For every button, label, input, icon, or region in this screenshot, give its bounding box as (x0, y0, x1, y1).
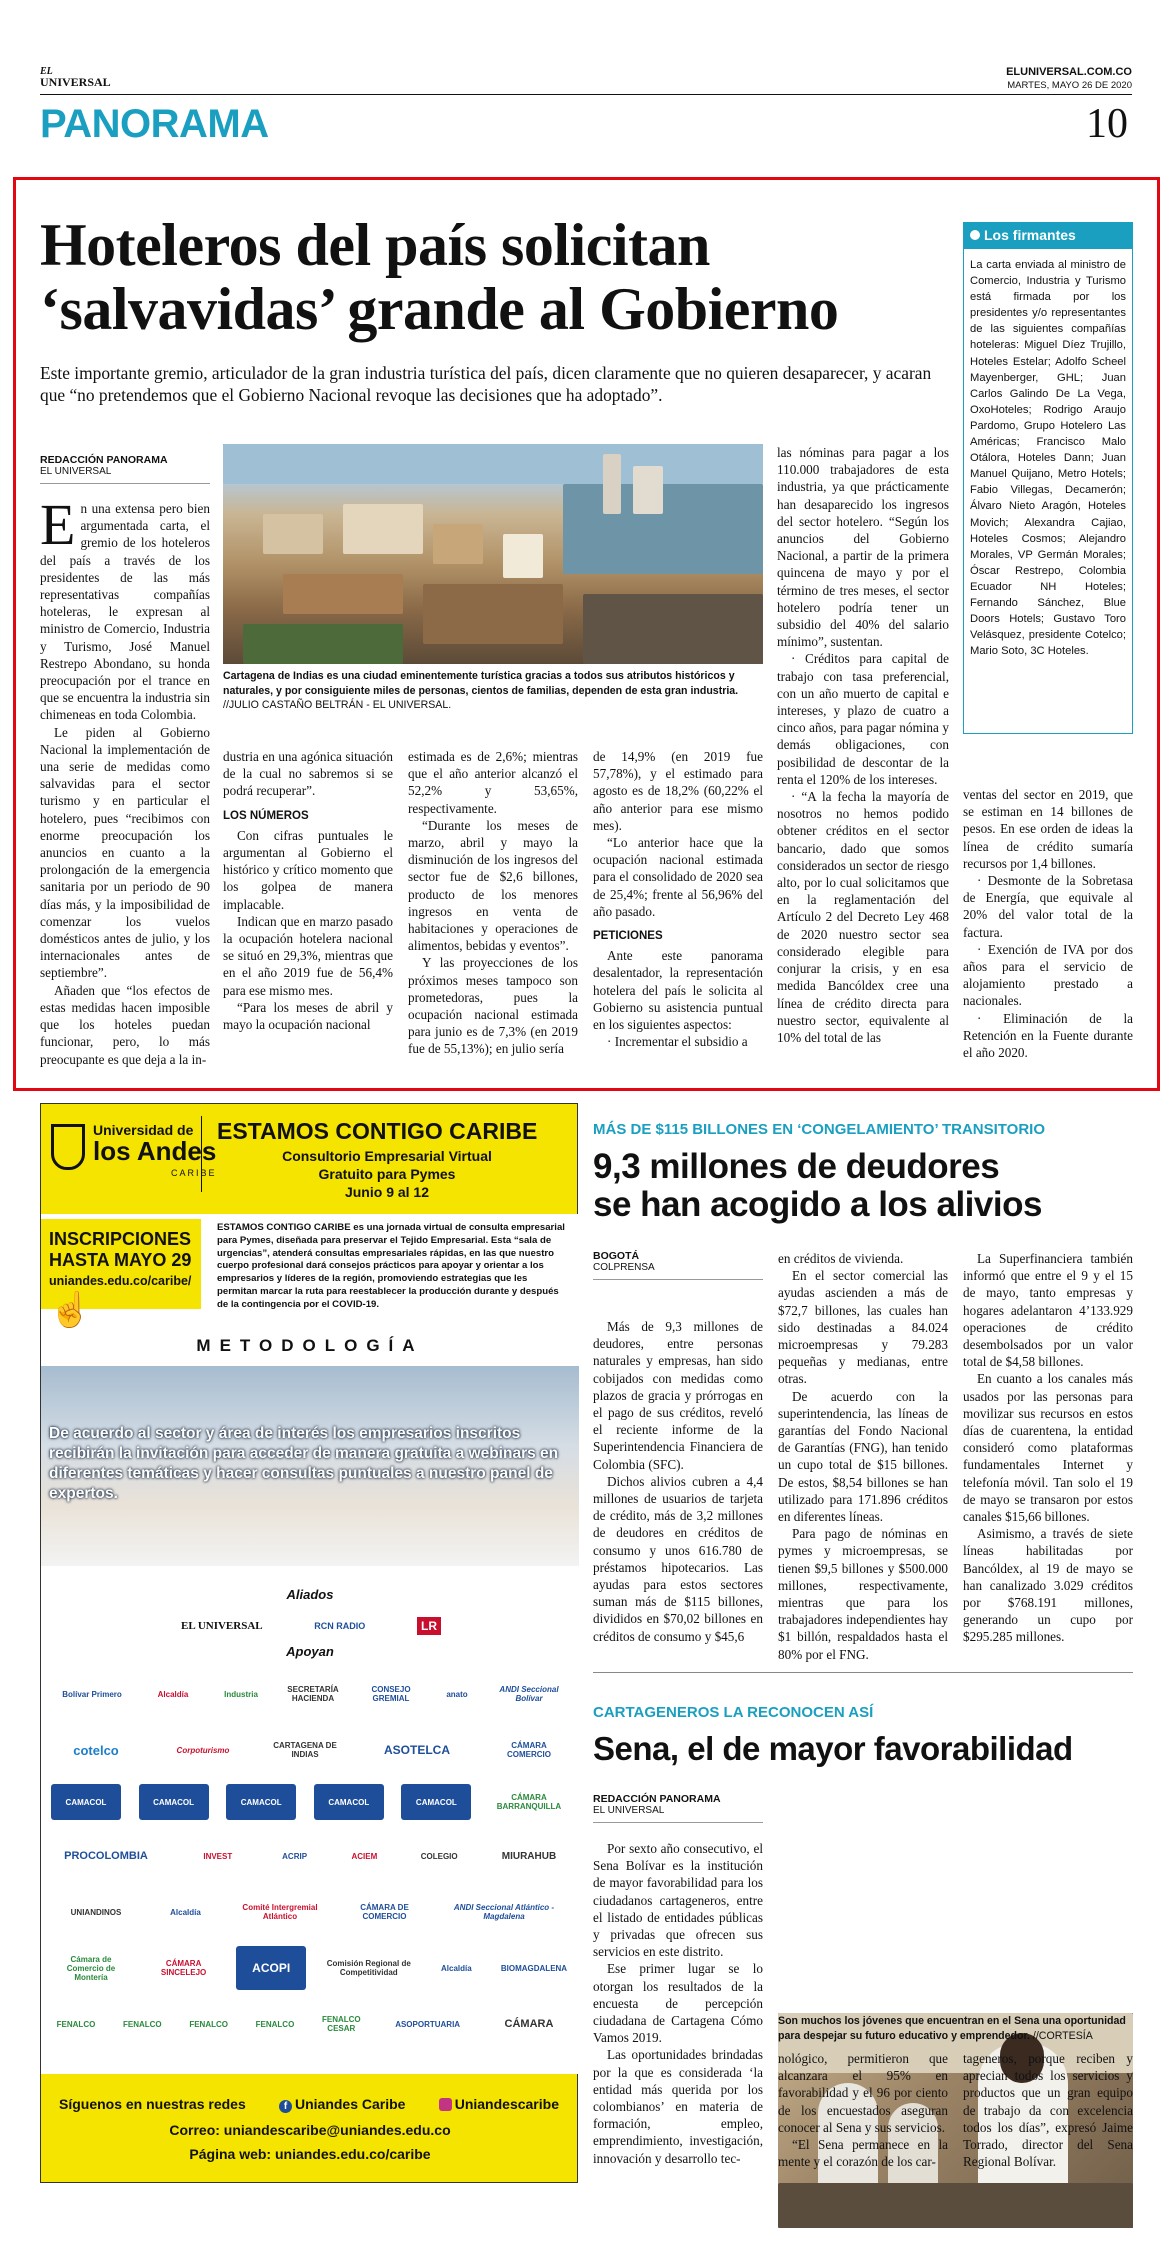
lead-column-5: las nóminas para pagar a los 110.000 trabajadores de esta industria, ya que prácticamente han desaparecido los ingresos del sector hotelero. “Según los anuncios del Gobierno Nacional, a partir de la primera quincena de mayo y por el término de tres meses, el sector hotelero podría tener un subsidio del 40% del salario mínimo”, sustentan. · Créditos para capital de trabajo con tasa preferencial, con un año muerto de capital e intereses, y plazo de cuatro a cinco años, para pagar nómina y demás obligaciones, con posibilidad de descontar de la renta el 120% de los intereses. · “A la fecha la mayoría de nosotros no hemos podido obtener créditos en el sector bancario, dado que somos considerados un sector de riesgo alto, por lo cual solicitamos que en la reglamentación del Artículo 2 del Decreto Ley 468 de 2020 nuestro sector sea considerado elegible para conjurar la crisis, y en esa medida Bancóldex cree una línea de crédito directa para nuestro sector, equivalente al 10% del total de las (777, 445, 949, 1045)
ad-divider (201, 1116, 202, 1192)
issue-date: MARTES, MAYO 26 DE 2020 (1007, 80, 1132, 91)
story3-column-2: nológico, permitieron que alcanzara el 95% en favorabilidad y el 96 por ciento de los encuestados aseguran conocer al Sena y sus servicios. “El Sena permanece en la mente y el corazón de los car- (778, 2051, 948, 2170)
sidebar-text: La carta enviada al ministro de Comercio, Industria y Turismo está firmada por los presidentes y/o representantes de las siguientes compañías hoteleras: Miguel Díez Trujillo, Hoteles Estelar; Adolfo Scheel Mayenberger, GHL; Juan Carlos Galindo De La Vega, OxoHoteles; Rodrigo Araujo Pardomo, Grupo Hotelero Las Américas; Francisco Malo Otálora, Hoteles Dann; Juan Manuel Quijano, Metro Hotels; Fabio Villegas, Decamerón; Álvaro Nieto Aragón, Hoteles Movich; Alexandra Cajiao, Hoteles Cosmos; Alejandro Morales, VP Germán Morales; Óscar Restrepo, Colombia Ecuador NH Hoteles; Fernando Sánchez, Blue Doors Hotels; Gustavo Toro Velásquez, presidente Cotelco; Mario Soto, 3C Hoteles. (970, 259, 1126, 658)
lead-byline: REDACCIÓN PANORAMA EL UNIVERSAL (40, 454, 168, 477)
supporter-logo: Corpoturismo (176, 1745, 230, 1755)
supporter-logo: CÁMARA COMERCIO (507, 1741, 551, 1759)
byline-rule (40, 483, 210, 484)
story2-byline: BOGOTÁ COLPRENSA (593, 1250, 655, 1273)
facebook-icon: f (279, 2100, 292, 2113)
site-url: ELUNIVERSAL.COM.CO (1006, 66, 1132, 78)
cartagena-photo (223, 444, 763, 664)
supporter-logo: ASOTELCA (384, 1742, 450, 1757)
supporter-logo: UNIANDINOS (70, 1907, 122, 1917)
lead-column-3: estimada es de 2,6%; mientras que el año anterior alcanzó el 52,2% y 53,65%, respectivamente. “Durante los meses de marzo, abril y mayo la disminución de los ingresos del sector fue de $2,6 billones, producto de los menores ingresos en venta de habitaciones y operaciones de alimentos, bebidas y eventos”. Y las proyecciones de los próximos meses tampoco son prometedoras, pues la ocupación nacional estimada para junio es de 7,3% (en 2019 fue de 55,13%); en julio sería (408, 749, 578, 1057)
story2-column-3: La Superfinanciera también informó que entre el 9 y el 15 de mayo, tanto empresas y hogares adelantaron 4’133.929 operaciones de crédito desembolsados por un valor total de $4,58 billones. En cuanto a los canales más usados por las personas para movilizar sus recursos en estos días de cuarentena, la entidad consideró como plataformas fundamentales Internet y telefonía móvil. Tan solo el 19 de mayo se transaron por estos canales $15,66 billones. Asimismo, a través de siete líneas habilitadas por Bancóldex, al 19 de mayo se han canalizado 3.029 créditos por $768.191 millones, generando un cupo por $295.285 millones. (963, 1251, 1133, 1645)
supporter-logo: FENALCO (122, 2019, 162, 2029)
supporter-logo: Industria (224, 1689, 258, 1699)
supporter-logo: PROCOLOMBIA (64, 1849, 148, 1862)
supporter-logo: CARTAGENA DE INDIAS (273, 1741, 337, 1759)
supporter-logo: CAMACOL (226, 1784, 296, 1820)
supporter-logo: INVEST (203, 1851, 233, 1861)
sena-photo-caption: Son muchos los jóvenes que encuentran en el Sena una oportunidad para despejar su futuro educativo y emprendedor. //CORTESÍA (778, 2015, 1126, 2042)
supporter-logo: ANDI Seccional Atlántico - Magdalena (453, 1903, 555, 1921)
story2-kicker: MÁS DE $115 BILLONES EN ‘CONGELAMIENTO’ TRANSITORIO (593, 1121, 1046, 1138)
shield-icon (51, 1124, 85, 1170)
facebook-link[interactable]: f Uniandes Caribe (279, 2096, 405, 2113)
supporter-logo: CAMACOL (401, 1784, 471, 1820)
firmantes-sidebar (963, 222, 1133, 734)
logo-row-1 (51, 1672, 569, 1716)
supporter-logo: Alcaldía (170, 1907, 201, 1917)
logo-row-7 (51, 2002, 569, 2046)
supporter-logo: Comisión Regional de Competitividad (326, 1959, 411, 1977)
sidebar-header: Los firmantes (964, 223, 1132, 249)
ad-footer (41, 2084, 579, 2184)
supporter-logo: COLEGIO (420, 1851, 458, 1861)
byline-rule (593, 1279, 763, 1280)
supporter-logo: SECRETARÍA HACIENDA (287, 1685, 339, 1703)
logo-row-5 (51, 1890, 569, 1934)
supporter-logo: FENALCO (255, 2019, 295, 2029)
instagram-icon (439, 2098, 452, 2111)
lead-photo-caption: Cartagena de Indias es una ciudad eminentemente turística gracias a todos sus atributos históricos y naturales, y por consiguiente miles de personas, cientos de familias, dependen de esta gran industria. //JULIO CASTAÑO BELTRÁN - EL UNIVERSAL. (223, 670, 739, 711)
supporter-logo: Alcaldía (157, 1689, 189, 1699)
story2-column-1: Más de 9,3 millones de deudores, entre personas naturales y empresas, han sido cobijados con medidas como plazos de gracia y prórrogas en el pago de sus créditos, reveló el reciente informe de la Superintendencia Financiera de Colombia (SFC). Dichos alivios cubren a 4,4 millones de usuarios de tarjeta de crédito, más de 3,2 millones de deudores en créditos de consumo y unos 616.780 de préstamos hipotecarios. Las ayudas para estos sectores suman más de $115 billones, divididos en $70,02 billones en créditos de consumo y $45,6 (593, 1319, 763, 1644)
lead-column-1: En una extensa pero bien argumentada carta, el gremio de los hoteleros del país a través de los presidentes de las más representativas compañías hoteleras, le expresan al ministro de Comercio, Industria y Turismo, José Manuel Restrepo Abondano, su honda preocupación por el trance en que se encuentra la industria sin chimeneas en toda Colombia. Le piden al Gobierno Nacional la implementación de una serie de medidas como salvavidas para el sector turismo y en particular el hotelero, pues “recibimos con enorme preocupación los anuncios en cuanto a la prolongación de la emergencia sanitaria por un periodo de 90 días más, y la imposibilidad de comenzar los vuelos domésticos antes de julio, y los internacionales antes de septiembre”. Añaden que “los efectos de estas medidas hacen imposible que los hoteles puedan funcionar, pero, lo más preocupante es que deja a la in- (40, 492, 210, 1067)
supporter-logo: CONSEJO GREMIAL (371, 1685, 411, 1703)
uniandes-ad: Universidad de los Andes CARIBE ESTAMOS CONTIGO CARIBE Consultorio Empresarial Virtual Gratuito para Pymes Junio 9 al 12 INSCRIPCIONES HASTA MAYO 29 uniandes.edu.co/caribe/ ☝ ESTAMOS CONTIGO CARIBE es una jornada virtual de consulta empresarial para Pymes, diseñada para preservar el Tejido Empresarial. Esta “sala de urgencias”, atenderá consultas empresariales rápidas, en las que nuestro cuerpo profesional dará consejos prácticos para apoyar y orientar a los empresarios y líderes de la región, promoviendo estrategias que les permitan marcar la ruta para reestablecer la producción durante y después de la contingencia por el COVID-19. METODOLOGÍA De acuerdo al sector y área de interés los empresarios inscritos recibirán la invitación para acceder de manera gratuita a webinars en diferentes temáticas y hacer consultas puntuales a nuestro panel de expertos. Aliados EL UNIVERSAL RCN RADIO LR Apoyan Bolívar Primero Alcaldía Industria SECRETARÍA HACIENDA CONSEJO GREMIAL anato ANDI Seccional Bolívar cotelco Corpoturismo CARTAGENA DE INDIAS ASOTELCA CÁMARA COMERCIO CAMACOL CAMACOL CAMACOL CAMACOL CAMACOL CÁMARA BARRANQUILLA PROCOLOMBIA INVEST ACRIP ACIEM COLEGIO MIURAHUB UNIANDINOS Alcaldía Comité Intergremial Atlántico CÁMARA DE COMERCIO ANDI Seccional Atlántico - Magdalena Cámara de Comercio de Montería CÁMARA SINCELEJO ACOPI Comisión Regional de Competitividad Alcaldía BIOMAGDALENA FENALCO FENALCO FENALCO FENALCO FENALCO CESAR ASOPORTUARIA CÁMARA Síguenos en nuestras redes f Uniandes Caribe Uniandescaribe Correo: uniandescaribe@uniandes.edu.co Página web: uniandes.edu.co/caribe (40, 1103, 578, 2183)
drop-cap: E (40, 492, 76, 557)
allies-row (181, 1612, 441, 1640)
supporter-logo: ANDI Seccional Bolívar (499, 1685, 559, 1703)
supporter-logo: BIOMAGDALENA (500, 1963, 568, 1973)
ally-lr-logo: LR (417, 1617, 441, 1635)
supporter-logo: CÁMARA (504, 2017, 554, 2030)
bullet-icon (970, 230, 980, 240)
supporter-logo: anato (446, 1689, 468, 1699)
lead-column-6: ventas del sector en 2019, que se estiman en 14 billones de pesos. En ese orden de ideas la línea de crédito sumaría recursos por 1,4 billones. · Desmonte de la Sobretasa de Energía, que equivale al 20% del valor total de la factura. · Exención de IVA por dos años para el servicio de alojamiento prestado a nacionales. · Eliminación de la Retención en la Fuente durante el año 2020. (963, 787, 1133, 1061)
supporter-logo: Alcaldía (441, 1963, 472, 1973)
masthead-rule (40, 94, 1132, 95)
inscripciones-link[interactable]: uniandes.edu.co/caribe/ (49, 1274, 192, 1288)
ad-email[interactable]: Correo: uniandescaribe@uniandes.edu.co (169, 2122, 451, 2138)
ad-overlay-text: De acuerdo al sector y área de interés los empresarios inscritos recibirán la invitación para acceder de manera gratuita a webinars en diferentes temáticas y hacer consultas puntuales a nuestro panel de expertos. (49, 1425, 559, 1502)
ally-rcn-logo: RCN RADIO (314, 1621, 366, 1631)
newspaper-logo: EL UNIVERSAL (40, 66, 111, 89)
story-separator (593, 1672, 1133, 1673)
supporter-logo: ACOPI (236, 1946, 306, 1990)
supporter-logo: FENALCO (56, 2019, 96, 2029)
apoyan-label: Apoyan (286, 1644, 334, 1659)
story3-column-1: Por sexto año consecutivo, el Sena Bolívar es la institución de mayor favorabilidad para los ciudadanos cartageneros, entre el listado de entidades públicas y privadas que ofrecen sus servicios en este distrito. Ese primer lugar se lo otorgan los resultados de la encuesta de percepción ciudadana de Cartagena Cómo Vamos 2019. Las oportunidades brindadas por la que es considerada ‘la entidad más querida por los colombianos’ en materia de formación, empleo, emprendimiento, investigación, innovación y desarrollo tec- (593, 1841, 763, 2166)
supporter-logo: FENALCO (189, 2019, 228, 2029)
supporter-logo: CAMACOL (314, 1784, 384, 1820)
section-title: PANORAMA (40, 102, 269, 146)
supporter-logo: Comité Intergremial Atlántico (242, 1903, 318, 1921)
supporter-logo: MIURAHUB (501, 1850, 557, 1862)
supporter-logo: Cámara de Comercio de Montería (66, 1954, 116, 1982)
story3-column-3: tageneros, porque reciben y aprecian todos los servicios y productos que un gran equipo de trabajo da con excelencia todos los días”, expresó Jaime Torrado, director del Sena Regional Bolívar. (963, 2051, 1133, 2170)
social-row: Síguenos en nuestras redes f Uniandes Caribe Uniandescaribe (59, 2096, 559, 2112)
story3-kicker: CARTAGENEROS LA RECONOCEN ASÍ (593, 1704, 874, 1721)
ad-title: ESTAMOS CONTIGO CARIBE (217, 1118, 538, 1144)
supporters-logo-grid (51, 1672, 569, 2062)
supporter-logo: ASOPORTUARIA (395, 2019, 461, 2029)
story2-column-2: en créditos de vivienda. En el sector comercial las ayudas ascienden a más de $72,7 billones, las cuales han sido destinadas a 84.024 microempresas y 79.283 pequeñas y medianas, entre otras. De acuerdo con la superintendencia, las líneas de garantías del Fondo Nacional de Garantías (FNG), han tenido un cupo total de $15 billones. De estos, $8,54 billones se han utilizado para 171.896 créditos en diferentes líneas. Para pago de nóminas en pymes y microempresas, se tienen $9,5 billones y $500.000 millones, respectivamente, mientras que para los trabajadores independientes hay $1 billón, respaldados hasta el 80% por el FNG. (778, 1251, 948, 1662)
supporter-logo: CÁMARA DE COMERCIO (360, 1903, 409, 1921)
pointer-hand-icon: ☝ (49, 1292, 92, 1329)
ad-website[interactable]: Página web: uniandes.edu.co/caribe (189, 2146, 431, 2162)
supporter-logo: CAMACOL (51, 1784, 121, 1820)
logo-row-2 (51, 1728, 569, 1772)
ally-el-universal-logo: EL UNIVERSAL (181, 1620, 263, 1632)
lead-column-2: dustria en una agónica situación de la cual no sabremos si se podrá recuperar”. LOS NÚMEROS Con cifras puntuales le argumentan al Gobierno el histórico y crítico momento que los golpea de manera implacable. Indican que en marzo pasado la ocupación hotelera nacional se situó en 29,3%, mientras que en el año 2019 fue de 56,4% para ese mismo mes. “Para los meses de abril y mayo la ocupación nacional (223, 749, 393, 1033)
supporter-logo: CÁMARA BARRANQUILLA (496, 1793, 562, 1811)
uniandes-logo: Universidad de los Andes CARIBE (51, 1118, 251, 1188)
supporter-logo: FENALCO CESAR (321, 2015, 361, 2033)
logo-row-3 (51, 1784, 569, 1820)
story3-byline: REDACCIÓN PANORAMA EL UNIVERSAL (593, 1793, 721, 1816)
logo-row-4 (51, 1834, 569, 1878)
metodologia-title: METODOLOGÍA (196, 1336, 424, 1355)
story2-headline: 9,3 millones de deudores se han acogido a los alivios (593, 1147, 1042, 1224)
lead-headline: Hoteleros del país solicitan ‘salvavidas’ grande al Gobierno (40, 212, 839, 342)
supporter-logo: CAMACOL (139, 1784, 209, 1820)
logo-row-6 (51, 1946, 569, 1990)
page-number: 10 (1086, 101, 1128, 147)
story3-headline: Sena, el de mayor favorabilidad (593, 1730, 1073, 1767)
supporter-logo: Bolívar Primero (62, 1689, 122, 1699)
supporter-logo: cotelco (73, 1742, 119, 1758)
instagram-link[interactable]: Uniandescaribe (439, 2096, 559, 2113)
lead-column-4: de 14,9% (en 2019 fue 57,78%), y el estimado para agosto es de 18,2% (60,22% el año anterior para ese mismo mes). “Lo anterior hace que la ocupación nacional estimada para el consolidado de 2020 sea de 25,4%; frente al 56,96% del año pasado. PETICIONES Ante este panorama desalentador, la representación hotelera del país le solicita al Gobierno su asistencia puntual en los siguientes aspectos: · Incrementar el subsidio a (593, 749, 763, 1050)
byline-rule (593, 1822, 763, 1823)
supporter-logo: CÁMARA SINCELEJO (160, 1959, 207, 1977)
masthead (40, 62, 1132, 152)
ad-body: ESTAMOS CONTIGO CARIBE es una jornada virtual de consulta empresarial para Pymes, diseñada para preservar el Tejido Empresarial. Esta “sala de urgencias”, atenderá consultas empresariales rápidas, en las que nuestro cuerpo profesional dará consejos prácticos para apoyar y orientar a los empresarios y líderes de la región, promoviendo estrategias que les permitan marcar la ruta para reestablecer la producción durante y después de la contingencia por el COVID-19. (217, 1222, 565, 1310)
supporter-logo: ACIEM (351, 1851, 378, 1861)
supporter-logo: ACRIP (282, 1851, 308, 1861)
aliados-label: Aliados (286, 1587, 334, 1602)
lead-deck: Este importante gremio, articulador de la gran industria turística del país, dicen claramente que no quieren desaparecer, y acaran que “no pretendemos que el Gobierno Nacional revoque las decisiones que ha adoptado”. (40, 363, 932, 405)
